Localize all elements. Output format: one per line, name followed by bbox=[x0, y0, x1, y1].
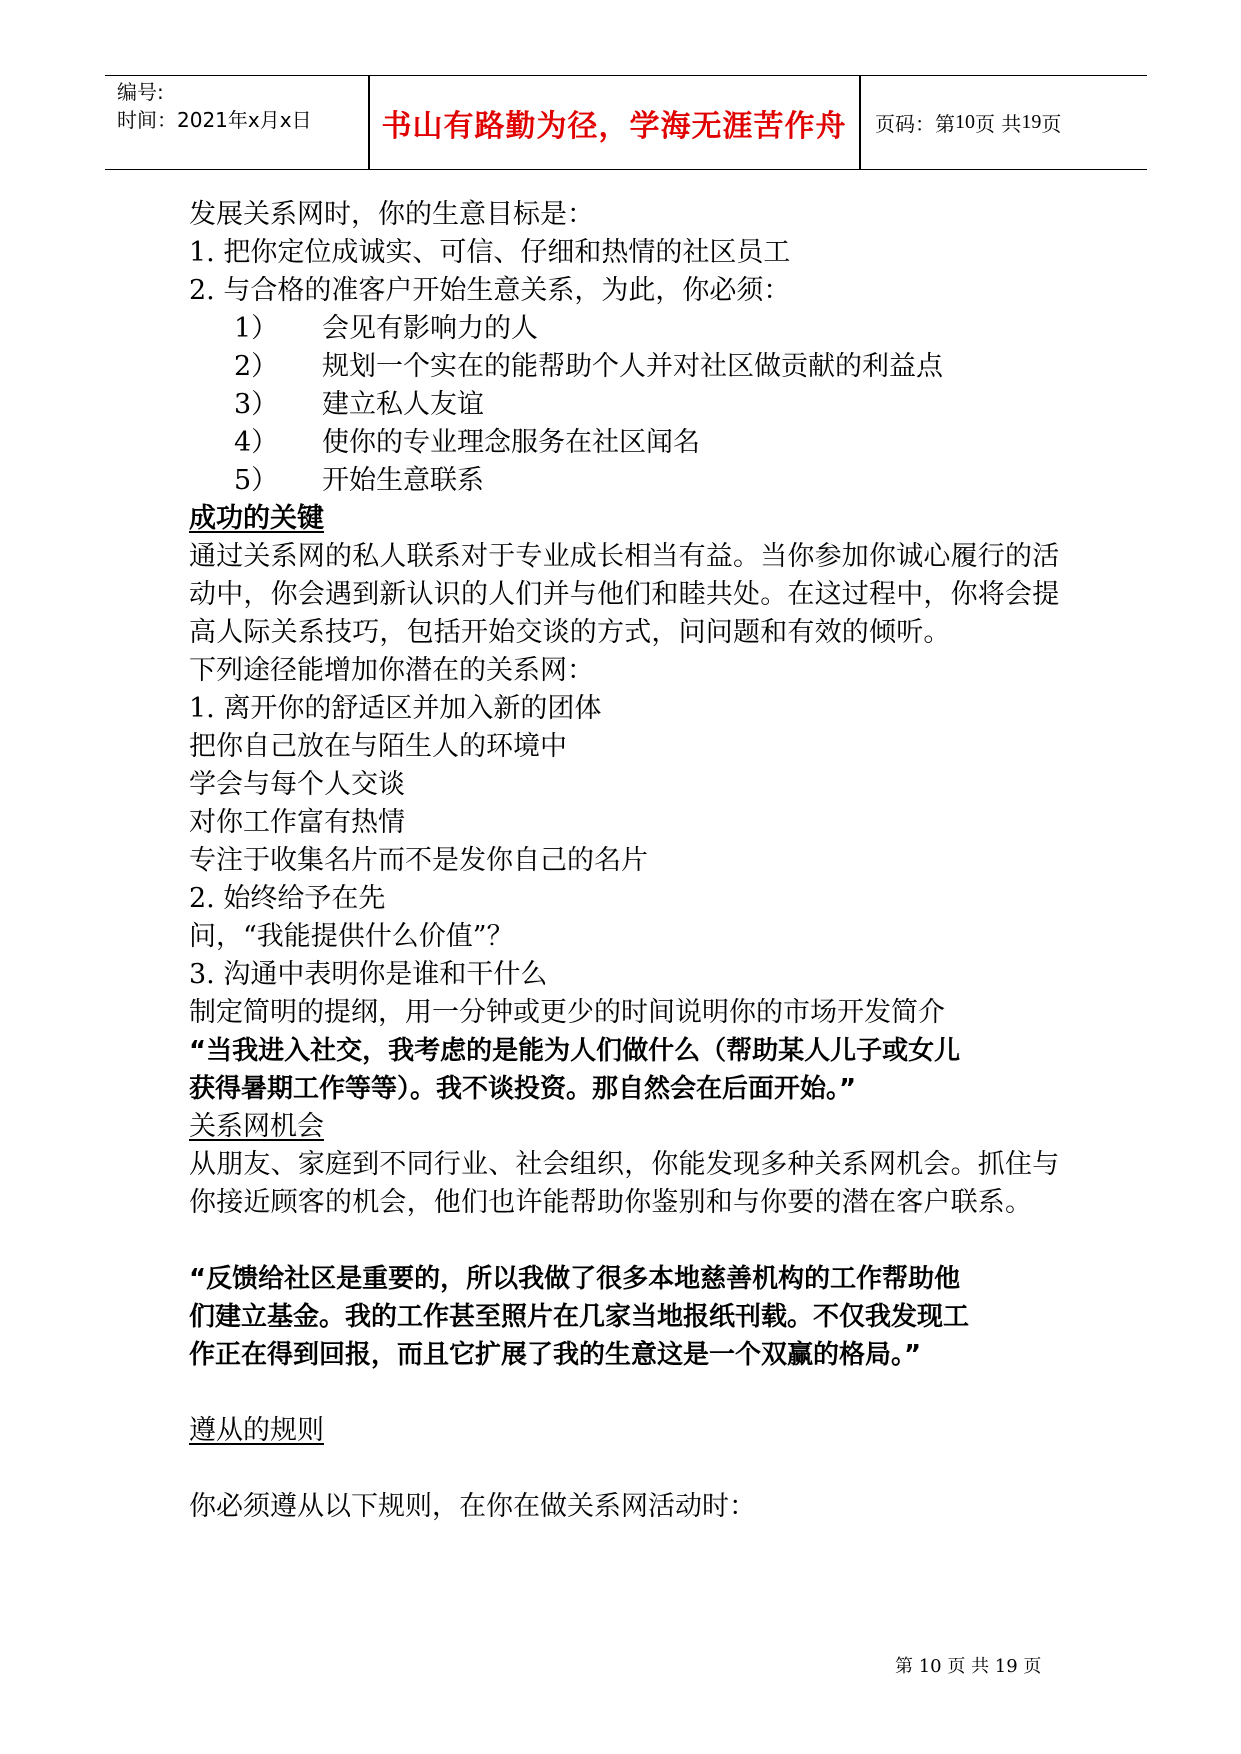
header-divider bbox=[859, 76, 861, 169]
sub-item-number: 3） bbox=[234, 389, 279, 420]
sub-item-number: 4） bbox=[234, 427, 279, 458]
way-detail: 学会与每个人交谈 bbox=[189, 769, 405, 800]
section-heading-success: 成功的关键 bbox=[189, 503, 324, 534]
sub-item-number: 5） bbox=[234, 465, 279, 496]
header-motto: 书山有路勤为径，学海无涯苦作舟 bbox=[381, 108, 847, 144]
page-suffix: 页 bbox=[1041, 112, 1062, 136]
way-detail: 专注于收集名片而不是发你自己的名片 bbox=[189, 845, 648, 876]
sub-item bbox=[189, 462, 1069, 500]
code-label: 编号: bbox=[117, 80, 164, 104]
quote-line: 获得暑期工作等等）。我不谈投资。那自然会在后面开始。” bbox=[189, 1074, 857, 1104]
sub-item-text: 开始生意联系 bbox=[322, 465, 484, 496]
section-heading-rules: 遵从的规则 bbox=[189, 1415, 324, 1446]
page-prefix: 页码：第 bbox=[875, 112, 955, 136]
page-mid: 页 共 bbox=[975, 112, 1022, 136]
way-item: 2. 始终给予在先 bbox=[189, 883, 386, 914]
time-label: 时间：2021年x月x日 bbox=[117, 108, 312, 132]
section-heading-opportunity: 关系网机会 bbox=[189, 1111, 324, 1142]
sub-item-text: 会见有影响力的人 bbox=[322, 313, 538, 344]
page-num: 10 bbox=[955, 111, 975, 133]
sub-item bbox=[189, 424, 1069, 462]
way-detail: 把你自己放在与陌生人的环境中 bbox=[189, 731, 567, 762]
way-item: 3. 沟通中表明你是谁和干什么 bbox=[189, 959, 548, 990]
page-header bbox=[105, 75, 1147, 170]
page-footer: 第 10 页 共 19 页 bbox=[895, 1656, 1042, 1677]
ways-intro: 下列途径能增加你潜在的关系网： bbox=[189, 655, 594, 686]
sub-item-text: 使你的专业理念服务在社区闻名 bbox=[322, 427, 700, 458]
quote-line: “反馈给社区是重要的，所以我做了很多本地慈善机构的工作帮助他 bbox=[189, 1264, 961, 1294]
goal-item: 1. 把你定位成诚实、可信、仔细和热情的社区员工 bbox=[189, 237, 791, 268]
quote-line: “当我进入社交，我考虑的是能为人们做什么（帮助某人儿子或女儿 bbox=[189, 1036, 961, 1066]
page-total: 19 bbox=[1021, 111, 1042, 133]
paragraph-opportunity: 从朋友、家庭到不同行业、社会组织，你能发现多种关系网机会。抓住与你接近顾客的机会，他们也许能帮助你鉴别和与你要的潜在客户联系。 bbox=[189, 1149, 1060, 1218]
sub-item-number: 2） bbox=[234, 351, 279, 382]
header-meta bbox=[117, 78, 367, 134]
sub-item-text: 规划一个实在的能帮助个人并对社区做贡献的利益点 bbox=[322, 351, 943, 382]
intro-line: 发展关系网时，你的生意目标是： bbox=[189, 199, 594, 230]
sub-item bbox=[189, 310, 1069, 348]
sub-item bbox=[189, 348, 1069, 386]
paragraph-success: 通过关系网的私人联系对于专业成长相当有益。当你参加你诚心履行的活动中，你会遇到新认识的人们并与他们和睦共处。在这过程中，你将会提高人际关系技巧，包括开始交谈的方式，问问题和有效的倾听。 bbox=[189, 541, 1060, 648]
header-page-number bbox=[875, 76, 1061, 169]
goal-item: 2. 与合格的准客户开始生意关系，为此，你必须： bbox=[189, 275, 791, 306]
way-detail: 制定简明的提纲，用一分钟或更少的时间说明你的市场开发简介 bbox=[189, 997, 945, 1028]
way-detail: 问，“我能提供什么价值”？ bbox=[189, 921, 514, 952]
sub-item-number: 1） bbox=[234, 313, 279, 344]
document-body bbox=[189, 196, 1069, 1526]
quote-line: 们建立基金。我的工作甚至照片在几家当地报纸刊载。不仅我发现工 bbox=[189, 1302, 970, 1332]
sub-item-text: 建立私人友谊 bbox=[322, 389, 484, 420]
quote-line: 作正在得到回报，而且它扩展了我的生意这是一个双赢的格局。” bbox=[189, 1340, 922, 1370]
way-detail: 对你工作富有热情 bbox=[189, 807, 405, 838]
paragraph-rules: 你必须遵从以下规则，在你在做关系网活动时： bbox=[189, 1491, 756, 1522]
sub-item bbox=[189, 386, 1069, 424]
way-item: 1. 离开你的舒适区并加入新的团体 bbox=[189, 693, 602, 724]
